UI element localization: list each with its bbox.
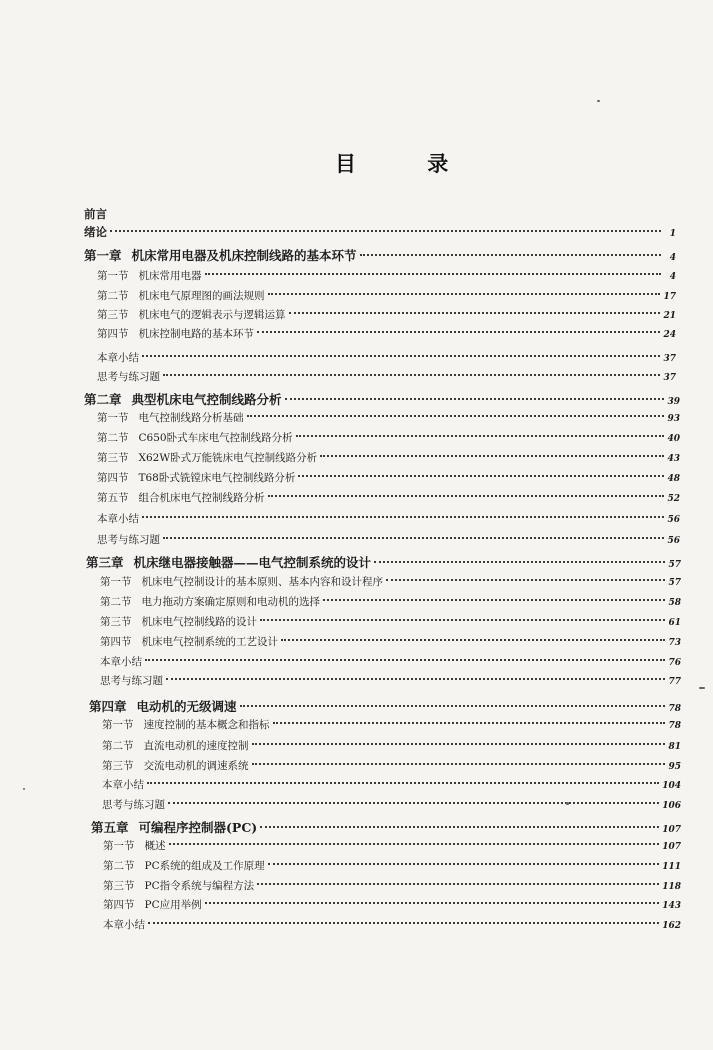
toc-entry-title: PC系统的组成及工作原理 bbox=[144, 860, 265, 872]
toc-entry[interactable] bbox=[102, 797, 681, 815]
toc-entry-label bbox=[89, 697, 237, 715]
toc-entry-title: 机床电气原理图的画法规则 bbox=[138, 290, 265, 302]
toc-entry-page-number: 56 bbox=[667, 515, 680, 525]
toc-entry-page-number: 143 bbox=[662, 901, 681, 911]
toc-entry-title: 思考与练习题 bbox=[97, 534, 160, 546]
toc-entry-page-number: 93 bbox=[667, 414, 680, 424]
toc-entry-title: 本章小结 bbox=[97, 352, 139, 364]
toc-entry-label bbox=[102, 797, 165, 812]
toc-entry-page-number: 43 bbox=[667, 454, 680, 464]
toc-entry[interactable] bbox=[102, 777, 681, 795]
toc-entry-page-number: 107 bbox=[662, 842, 681, 852]
toc-entry-page-number: 111 bbox=[662, 862, 681, 872]
toc-entry-label bbox=[84, 224, 107, 240]
toc-entry-page-number: 81 bbox=[668, 742, 681, 752]
toc-entry-label bbox=[97, 350, 139, 365]
toc-entry[interactable] bbox=[100, 614, 681, 632]
toc-entry-number: 第一章 bbox=[84, 248, 122, 263]
toc-entry-label bbox=[97, 430, 293, 445]
toc-entry-number: 第二节 bbox=[100, 596, 132, 608]
toc-entry-label bbox=[97, 490, 265, 505]
toc-entry[interactable] bbox=[100, 654, 681, 672]
scan-speck bbox=[597, 100, 600, 102]
toc-entry-page-number: 52 bbox=[667, 494, 680, 504]
toc-entry-number: 第一节 bbox=[97, 412, 129, 424]
toc-entry-page-number: 95 bbox=[668, 762, 681, 772]
toc-entry-page-number: 24 bbox=[663, 330, 676, 340]
toc-entry-page-number: 162 bbox=[662, 921, 681, 931]
toc-entry-title: 典型机床电气控制线路分析 bbox=[131, 392, 282, 407]
toc-entry-label bbox=[103, 858, 265, 873]
toc-entry-page-number: 37 bbox=[663, 354, 676, 364]
toc-entry-page-number: 48 bbox=[667, 474, 680, 484]
toc-entry-number: 第五章 bbox=[91, 820, 129, 835]
toc-entry-number: 第四节 bbox=[97, 472, 129, 484]
toc-entry-title: 电力拖动方案确定原则和电动机的选择 bbox=[141, 596, 320, 608]
toc-entry-page-number: 78 bbox=[668, 721, 681, 731]
toc-entry-number: 第二节 bbox=[103, 860, 135, 872]
dot-leader bbox=[260, 619, 665, 621]
toc-entry-label bbox=[100, 594, 320, 609]
toc-entry-title: 机床电气控制线路的设计 bbox=[141, 616, 257, 628]
toc-entry[interactable] bbox=[97, 470, 680, 488]
toc-entry[interactable] bbox=[84, 206, 676, 224]
dot-leader bbox=[386, 579, 665, 581]
toc-entry-title: 本章小结 bbox=[102, 779, 144, 791]
toc-entry-label bbox=[86, 553, 371, 571]
toc-entry-page-number: 61 bbox=[668, 618, 681, 628]
toc-entry-page-number: 104 bbox=[662, 781, 681, 791]
dot-leader bbox=[110, 230, 661, 232]
toc-entry-page-number: 57 bbox=[668, 578, 681, 588]
toc-entry-page-number: 39 bbox=[667, 397, 680, 407]
toc-entry-page-number: 78 bbox=[668, 704, 681, 714]
toc-entry-page-number: 57 bbox=[668, 560, 681, 570]
toc-entry-number: 第一节 bbox=[103, 840, 135, 852]
dot-leader bbox=[285, 398, 665, 400]
dot-leader bbox=[247, 415, 665, 417]
dot-leader bbox=[360, 254, 661, 256]
toc-entry-label bbox=[97, 369, 160, 384]
toc-entry-label bbox=[102, 758, 249, 773]
page-title: 目 录 bbox=[335, 151, 481, 176]
toc-entry[interactable] bbox=[103, 917, 681, 935]
toc-entry-label bbox=[97, 307, 286, 322]
dot-leader bbox=[281, 639, 665, 641]
dot-leader bbox=[168, 802, 659, 804]
dot-leader bbox=[268, 293, 661, 295]
dot-leader bbox=[163, 374, 660, 376]
toc-entry-label bbox=[84, 390, 282, 408]
toc-entry[interactable] bbox=[97, 307, 676, 325]
toc-entry-number: 第一节 bbox=[102, 719, 134, 731]
toc-entry[interactable] bbox=[97, 430, 680, 448]
toc-entry-label bbox=[97, 470, 295, 485]
toc-entry-label bbox=[91, 818, 257, 836]
scan-speck bbox=[699, 687, 705, 689]
toc-entry-label bbox=[103, 917, 145, 932]
toc-entry-title: 组合机床电气控制线路分析 bbox=[138, 492, 265, 504]
toc-entry-title: 机床常用电器及机床控制线路的基本环节 bbox=[131, 248, 357, 263]
toc-entry-number: 第四节 bbox=[97, 328, 129, 340]
dot-leader bbox=[252, 743, 666, 745]
toc-entry-number: 第三节 bbox=[102, 760, 134, 772]
toc-entry-title: X62W卧式万能铣床电气控制线路分析 bbox=[138, 452, 318, 464]
toc-entry[interactable] bbox=[91, 818, 681, 836]
toc-entry[interactable] bbox=[97, 410, 680, 428]
toc-entry-page-number: 21 bbox=[663, 311, 676, 321]
toc-entry-title: 绪论 bbox=[84, 225, 107, 239]
toc-entry-number: 第三节 bbox=[97, 309, 129, 321]
toc-entry-label bbox=[103, 897, 202, 912]
toc-entry-page-number: 58 bbox=[668, 598, 681, 608]
dot-leader bbox=[320, 455, 664, 457]
toc-entry-title: 机床常用电器 bbox=[138, 270, 202, 282]
toc-entry-title: 机床继电器接触器——电气控制系统的设计 bbox=[133, 555, 372, 570]
toc-entry-page-number: 56 bbox=[667, 536, 680, 546]
toc-entry[interactable] bbox=[103, 878, 681, 896]
toc-entry-page-number: 118 bbox=[662, 882, 681, 892]
toc-entry-number: 第二节 bbox=[97, 432, 129, 444]
dot-leader bbox=[145, 659, 665, 661]
toc-entry-label bbox=[97, 326, 254, 341]
toc-entry-number: 第三节 bbox=[103, 880, 135, 892]
toc-entry-title: 机床电气控制设计的基本原则、基本内容和设计程序 bbox=[141, 576, 383, 588]
toc-entry-number: 第三节 bbox=[97, 452, 129, 464]
dot-leader bbox=[268, 863, 660, 865]
dot-leader bbox=[166, 678, 665, 680]
toc-entry-page-number: 106 bbox=[662, 801, 681, 811]
toc-entry-title: C650卧式车床电气控制线路分析 bbox=[138, 432, 293, 444]
toc-entry[interactable] bbox=[97, 532, 680, 550]
toc-entry[interactable] bbox=[89, 697, 681, 715]
toc-entry-page-number: 4 bbox=[669, 272, 676, 282]
scan-speck bbox=[23, 788, 25, 790]
toc-entry[interactable] bbox=[100, 634, 681, 652]
dot-leader bbox=[142, 516, 664, 518]
toc-entry-title: 直流电动机的速度控制 bbox=[143, 740, 249, 752]
toc-entry-number: 第四节 bbox=[103, 899, 135, 911]
toc-entry-title: 电动机的无级调速 bbox=[136, 699, 237, 714]
toc-entry-number: 第一节 bbox=[100, 576, 132, 588]
toc-entry-label bbox=[97, 410, 244, 425]
toc-entry[interactable] bbox=[86, 553, 681, 571]
toc-entry[interactable] bbox=[84, 246, 676, 264]
toc-entry-number: 第五节 bbox=[97, 492, 129, 504]
toc-entry-label bbox=[100, 673, 163, 688]
toc-entry-page-number: 1 bbox=[669, 229, 676, 239]
toc-entry-label bbox=[97, 268, 202, 283]
toc-entry-label bbox=[100, 654, 142, 669]
toc-entry-title: 机床电气控制系统的工艺设计 bbox=[141, 636, 278, 648]
dot-leader bbox=[323, 599, 665, 601]
toc-entry[interactable] bbox=[97, 490, 680, 508]
toc-entry-title: PC应用举例 bbox=[144, 899, 202, 911]
toc-entry-label bbox=[84, 206, 107, 222]
toc-entry[interactable] bbox=[97, 288, 676, 306]
toc-entry-title: 机床电气的逻辑表示与逻辑运算 bbox=[138, 309, 286, 321]
toc-entry-label bbox=[97, 288, 265, 303]
toc-entry-title: 思考与练习题 bbox=[102, 799, 165, 811]
toc-entry-label bbox=[103, 878, 254, 893]
toc-entry-title: 思考与练习题 bbox=[97, 371, 160, 383]
dot-leader bbox=[148, 922, 659, 924]
toc-entry-page-number: 4 bbox=[669, 253, 676, 263]
toc-entry-page-number: 76 bbox=[668, 658, 681, 668]
toc-entry-number: 第二节 bbox=[102, 740, 134, 752]
toc-entry-title: T68卧式铣镗床电气控制线路分析 bbox=[138, 472, 296, 484]
toc-entry-label bbox=[100, 614, 257, 629]
toc-entry-page-number: 40 bbox=[667, 434, 680, 444]
toc-entry[interactable] bbox=[100, 594, 681, 612]
dot-leader bbox=[142, 355, 660, 357]
toc-entry-number: 第二节 bbox=[97, 290, 129, 302]
toc-entry-title: 本章小结 bbox=[97, 513, 139, 525]
dot-leader bbox=[268, 495, 665, 497]
toc-entry-label bbox=[100, 634, 278, 649]
toc-entry[interactable] bbox=[97, 369, 676, 387]
toc-entry[interactable] bbox=[97, 350, 676, 368]
toc-entry[interactable] bbox=[97, 511, 680, 529]
dot-leader bbox=[240, 705, 666, 707]
toc-entry-number: 第二章 bbox=[84, 392, 122, 407]
toc-entry[interactable] bbox=[100, 574, 681, 592]
toc-entry-label bbox=[102, 777, 144, 792]
dot-leader bbox=[296, 435, 665, 437]
dot-leader bbox=[252, 763, 666, 765]
toc-entry[interactable] bbox=[100, 673, 681, 691]
toc-entry-number: 第三章 bbox=[86, 555, 124, 570]
toc-entry-label bbox=[84, 246, 357, 264]
toc-entry-title: 思考与练习题 bbox=[100, 675, 163, 687]
toc-entry-number: 第四节 bbox=[100, 636, 132, 648]
toc-entry-title: 速度控制的基本概念和指标 bbox=[143, 719, 270, 731]
toc-entry-label bbox=[97, 532, 160, 547]
toc-entry-title: 前言 bbox=[84, 207, 107, 221]
toc-entry-label bbox=[97, 450, 317, 465]
toc-entry[interactable] bbox=[97, 326, 676, 344]
dot-leader bbox=[169, 843, 660, 845]
toc-entry[interactable] bbox=[102, 717, 681, 735]
toc-entry[interactable] bbox=[84, 390, 680, 408]
toc-entry-number: 第四章 bbox=[89, 699, 127, 714]
toc-entry[interactable] bbox=[102, 758, 681, 776]
toc-entry[interactable] bbox=[97, 450, 680, 468]
dot-leader bbox=[260, 826, 659, 828]
dot-leader bbox=[205, 902, 660, 904]
dot-leader bbox=[147, 782, 659, 784]
toc-entry-title: 机床控制电路的基本环节 bbox=[138, 328, 254, 340]
dot-leader bbox=[289, 312, 661, 314]
toc-entry-page-number: 73 bbox=[668, 638, 681, 648]
toc-entry-title: 电气控制线路分析基础 bbox=[138, 412, 244, 424]
toc-entry-title: 本章小结 bbox=[103, 919, 145, 931]
toc-entry-label bbox=[102, 738, 249, 753]
dot-leader bbox=[374, 561, 665, 563]
toc-entry-page-number: 17 bbox=[663, 292, 676, 302]
toc-entry-label bbox=[102, 717, 270, 732]
toc-entry-label bbox=[103, 838, 166, 853]
dot-leader bbox=[273, 722, 666, 724]
toc-entry-title: 交流电动机的调速系统 bbox=[143, 760, 249, 772]
toc-entry-number: 第三节 bbox=[100, 616, 132, 628]
toc-entry-page-number: 37 bbox=[663, 373, 676, 383]
dot-leader bbox=[163, 537, 664, 539]
toc-entry[interactable] bbox=[84, 224, 676, 242]
toc-entry-title: 可编程序控制器(PC) bbox=[138, 820, 258, 835]
toc-entry-page-number: 107 bbox=[662, 825, 681, 835]
dot-leader bbox=[257, 883, 659, 885]
dot-leader bbox=[298, 475, 664, 477]
scan-speck bbox=[566, 802, 569, 805]
toc-entry[interactable] bbox=[97, 268, 676, 286]
dot-leader bbox=[205, 273, 662, 275]
toc-entry[interactable] bbox=[103, 897, 681, 915]
toc-entry-number: 第一节 bbox=[97, 270, 129, 282]
toc-entry-label bbox=[97, 511, 139, 526]
toc-entry-page-number: 77 bbox=[668, 677, 681, 687]
dot-leader bbox=[257, 331, 660, 333]
toc-entry-label bbox=[100, 574, 383, 589]
toc-entry[interactable] bbox=[102, 738, 681, 756]
toc-entry-title: PC指令系统与编程方法 bbox=[144, 880, 255, 892]
toc-entry[interactable] bbox=[103, 858, 681, 876]
toc-entry-title: 概述 bbox=[144, 840, 166, 852]
toc-entry-title: 本章小结 bbox=[100, 656, 142, 668]
toc-entry[interactable] bbox=[103, 838, 681, 856]
